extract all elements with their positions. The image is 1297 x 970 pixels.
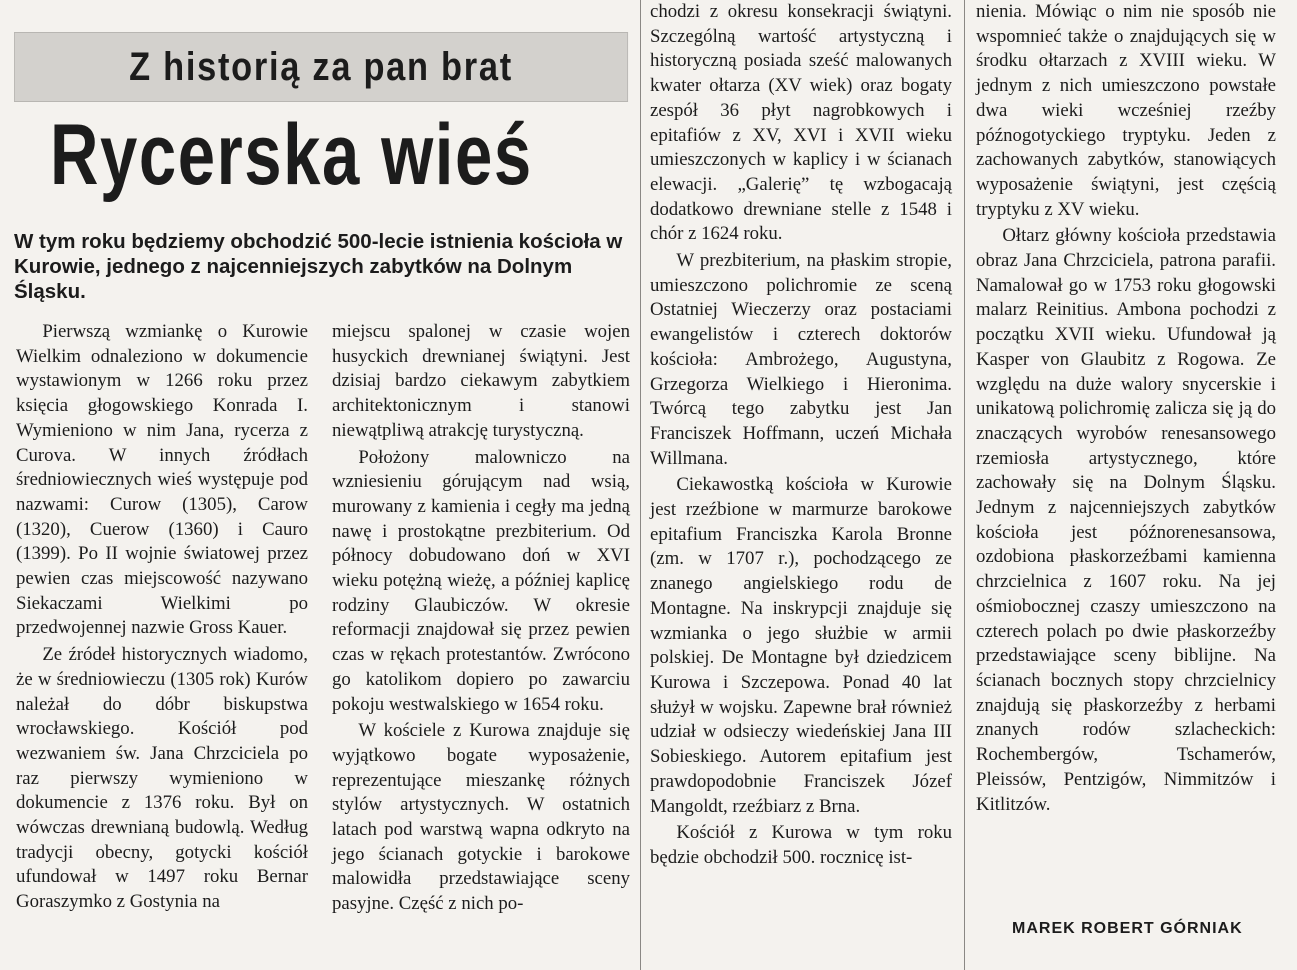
paragraph: W kościele z Kurowa znajduje się wyjątkowo bogate wyposażenie, reprezentujące mieszankę różnych stylów artystycznych. W ostatnich latach pod warstwą wapna odkryto na jego ścianach gotyckie i barokowe malowidła przedstawiające sceny pasyjne. Część z nich po- xyxy=(332,720,630,915)
paragraph: Ołtarz główny kościoła przedstawia obraz Jana Chrzciciela, patrona parafii. Namalował go w 1753 roku głogowski malarz Reinitius. Ambona pochodzi z początku XVII wieku. Ufundował ją Kasper von Glaubitz z Rogowa. Ze względu na duże walory snycerskie i unikatową polichromię zalicza się ją do znaczących wyrobów renesansowego rzemiosła artystycznego, które zachowały się na Dolnym Śląsku. Jednym z najcenniejszych zabytków kościoła jest późnorenesansowa, ozdobiona płaskorzeźbami kamienna chrzcielnica z 1607 roku. Na jej ośmiobocznej czaszy umieszczono na czterech polach po dwie płaskorzeźby przedstawiające sceny biblijne. Na ścianach bocznych stopy chrzcielnicy znajdują się płaskorzeźby z herbami znanych rodów szlacheckich: Rochembergów, Tschamerów, Pleissów, Pentzigów, Nimmitzów i Kitlitzów. xyxy=(976,225,1276,815)
article-headline: Rycerska wieś xyxy=(50,107,533,203)
column-4 xyxy=(976,0,1276,817)
column-3 xyxy=(650,0,952,871)
paragraph: Ze źródeł historycznych wiadomo, że w średniowieczu (1305 rok) Kurów należał do dóbr biskupstwa wrocławskiego. Kościół pod wezwaniem św. Jana Chrzciciela po raz pierwszy wymieniono w dokumencie z 1376 roku. Był on wówczas drewnianą budowlą. Według tradycji obecny, gotycki kościół ufundował w 1497 roku Bernar Goraszymko z Gostynia na xyxy=(16,644,308,913)
section-rubric: Z historią za pan brat xyxy=(14,32,628,102)
paragraph: chodzi z okresu konsekracji świątyni. Szczególną wartość artystyczną i historyczną posiada sześć malowanych kwater ołtarza (XV wiek) oraz bogaty zespół 36 płyt nagrobkowych i epitafiów z XV, XVI i XVII wieku umieszczonych w kaplicy i w ścianach elewacji. „Galerię” tę wzbogacają dodatkowo drewniane stelle z 1548 i chór z 1624 roku. xyxy=(650,1,952,245)
article-lead: W tym roku będziemy obchodzić 500-lecie istnienia kościoła w Kurowie, jednego z najcenniejszych zabytków na Dolnym Śląsku. xyxy=(14,230,623,303)
paragraph: nienia. Mówiąc o nim nie sposób nie wspomnieć także o znajdujących się w środku ołtarzach z XVIII wieku. W jednym z nich umieszczono powstałe dwa wieki wcześniej rzeźby późnogotyckiego tryptyku. Jeden z zachowanych zabytków, stanowiących wyposażenie świątyni, jest częścią tryptyku z XV wieku. xyxy=(976,1,1276,220)
column-divider xyxy=(640,0,641,970)
author-byline: MAREK ROBERT GÓRNIAK xyxy=(1012,920,1243,937)
column-2 xyxy=(332,320,630,917)
column-divider xyxy=(964,0,965,970)
paragraph: Położony malowniczo na wzniesieniu górującym nad wsią, murowany z kamienia i cegły ma jedną nawę i prostokątne prezbiterium. Od północy dobudowano doń w XVI wieku potężną wieżę, a później kaplicę rodziny Glaubiczów. W okresie reformacji znajdował się przez pewien czas w rękach protestantów. Zwrócono go katolikom dopiero po zawarciu pokoju westwalskiego w 1654 roku. xyxy=(332,446,630,715)
paragraph: Pierwszą wzmiankę o Kurowie Wielkim odnaleziono w dokumencie wystawionym w 1266 roku przez księcia głogowskiego Konrada I. Wymieniono w nim Jana, rycerza z Curova. W innych źródłach średniowiecznych wieś występuje pod nazwami: Curow (1305), Carow (1320), Cuerow (1360) i Cauro (1399). Po II wojnie światowej przez pewien czas miejscowość nazywano Siekaczami Wielkimi po przedwojennej nazwie Gross Kauer. xyxy=(16,321,308,639)
paragraph: miejscu spalonej w czasie wojen husyckich drewnianej świątyni. Jest dzisiaj bardzo ciekawym zabytkiem architektonicznym i stanowi niewątpliwą atrakcję turystyczną. xyxy=(332,321,630,441)
paragraph: Ciekawostką kościoła w Kurowie jest rzeźbione w marmurze barokowe epitafium Franciszka Karola Bronne (zm. w 1707 r.), pochodzącego ze znanego angielskiego rodu de Montagne. Na inskrypcji znajduje się wzmianka o jego służbie w armii polskiej. De Montagne był dziedzicem Kurowa i Szczepowa. Ponad 40 lat służył w wojsku. Zapewne brał również udział w odsieczy wiedeńskiej Jana III Sobieskiego. Autorem epitafium jest prawdopodobnie Franciszek Józef Mangoldt, rzeźbiarz z Brna. xyxy=(650,474,952,817)
paragraph: W prezbiterium, na płaskim stropie, umieszczono polichromie ze sceną Ostatniej Wieczerzy oraz postaciami ewangelistów i czterech doktorów kościoła: Ambrożego, Augustyna, Grzegorza Wielkiego i Hieronima. Twórcą tego zabytku jest Jan Franciszek Hoffmann, uczeń Michała Willmana. xyxy=(650,250,952,469)
paragraph: Kościół z Kurowa w tym roku będzie obchodził 500. rocznicę ist- xyxy=(650,822,952,868)
column-1 xyxy=(16,320,308,915)
